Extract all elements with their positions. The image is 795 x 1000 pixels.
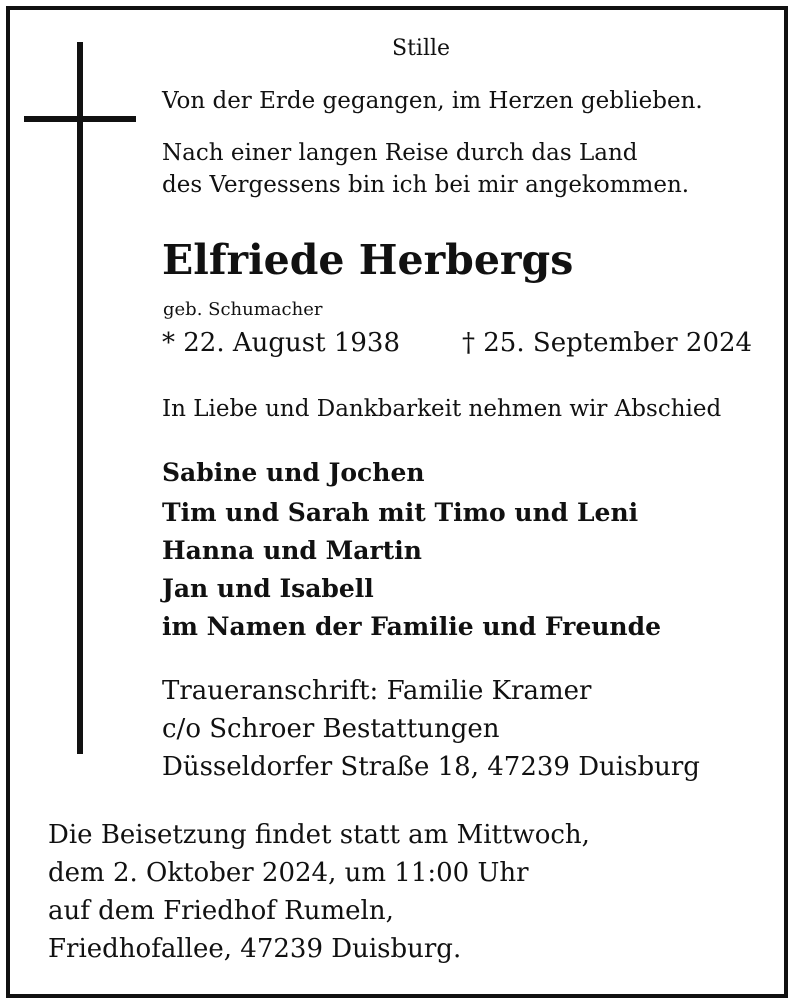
birth-date: * 22. August 1938 bbox=[162, 328, 401, 358]
family-member-3: Hanna und Martin bbox=[162, 536, 422, 565]
address-line-1: Traueranschrift: Familie Kramer bbox=[162, 676, 592, 706]
birth-name: geb. Schumacher bbox=[163, 299, 323, 320]
verse-line-1: Von der Erde gegangen, im Herzen geblieben. bbox=[162, 88, 703, 114]
address-line-3: Düsseldorfer Straße 18, 47239 Duisburg bbox=[162, 752, 700, 782]
death-date: † 25. September 2024 bbox=[462, 328, 753, 358]
verse-line-2: Nach einer langen Reise durch das Land bbox=[162, 140, 638, 166]
burial-line-3: auf dem Friedhof Rumeln, bbox=[48, 896, 394, 926]
cross-icon-bar bbox=[24, 116, 136, 122]
verse-line-3: des Vergessens bin ich bei mir angekommen. bbox=[162, 172, 690, 198]
cross-icon bbox=[77, 42, 83, 754]
motto: Stille bbox=[392, 36, 451, 61]
burial-line-1: Die Beisetzung findet statt am Mittwoch, bbox=[48, 820, 590, 850]
address-line-2: c/o Schroer Bestattungen bbox=[162, 714, 500, 744]
farewell-text: In Liebe und Dankbarkeit nehmen wir Abschied bbox=[162, 396, 722, 422]
burial-line-2: dem 2. Oktober 2024, um 11:00 Uhr bbox=[48, 858, 529, 888]
family-member-2: Tim und Sarah mit Timo und Leni bbox=[162, 498, 639, 527]
deceased-name: Elfriede Herbergs bbox=[162, 236, 574, 284]
burial-line-4: Friedhofallee, 47239 Duisburg. bbox=[48, 934, 462, 964]
family-member-1: Sabine und Jochen bbox=[162, 458, 425, 487]
family-member-4: Jan und Isabell bbox=[162, 574, 374, 603]
family-member-5: im Namen der Familie und Freunde bbox=[162, 612, 661, 641]
